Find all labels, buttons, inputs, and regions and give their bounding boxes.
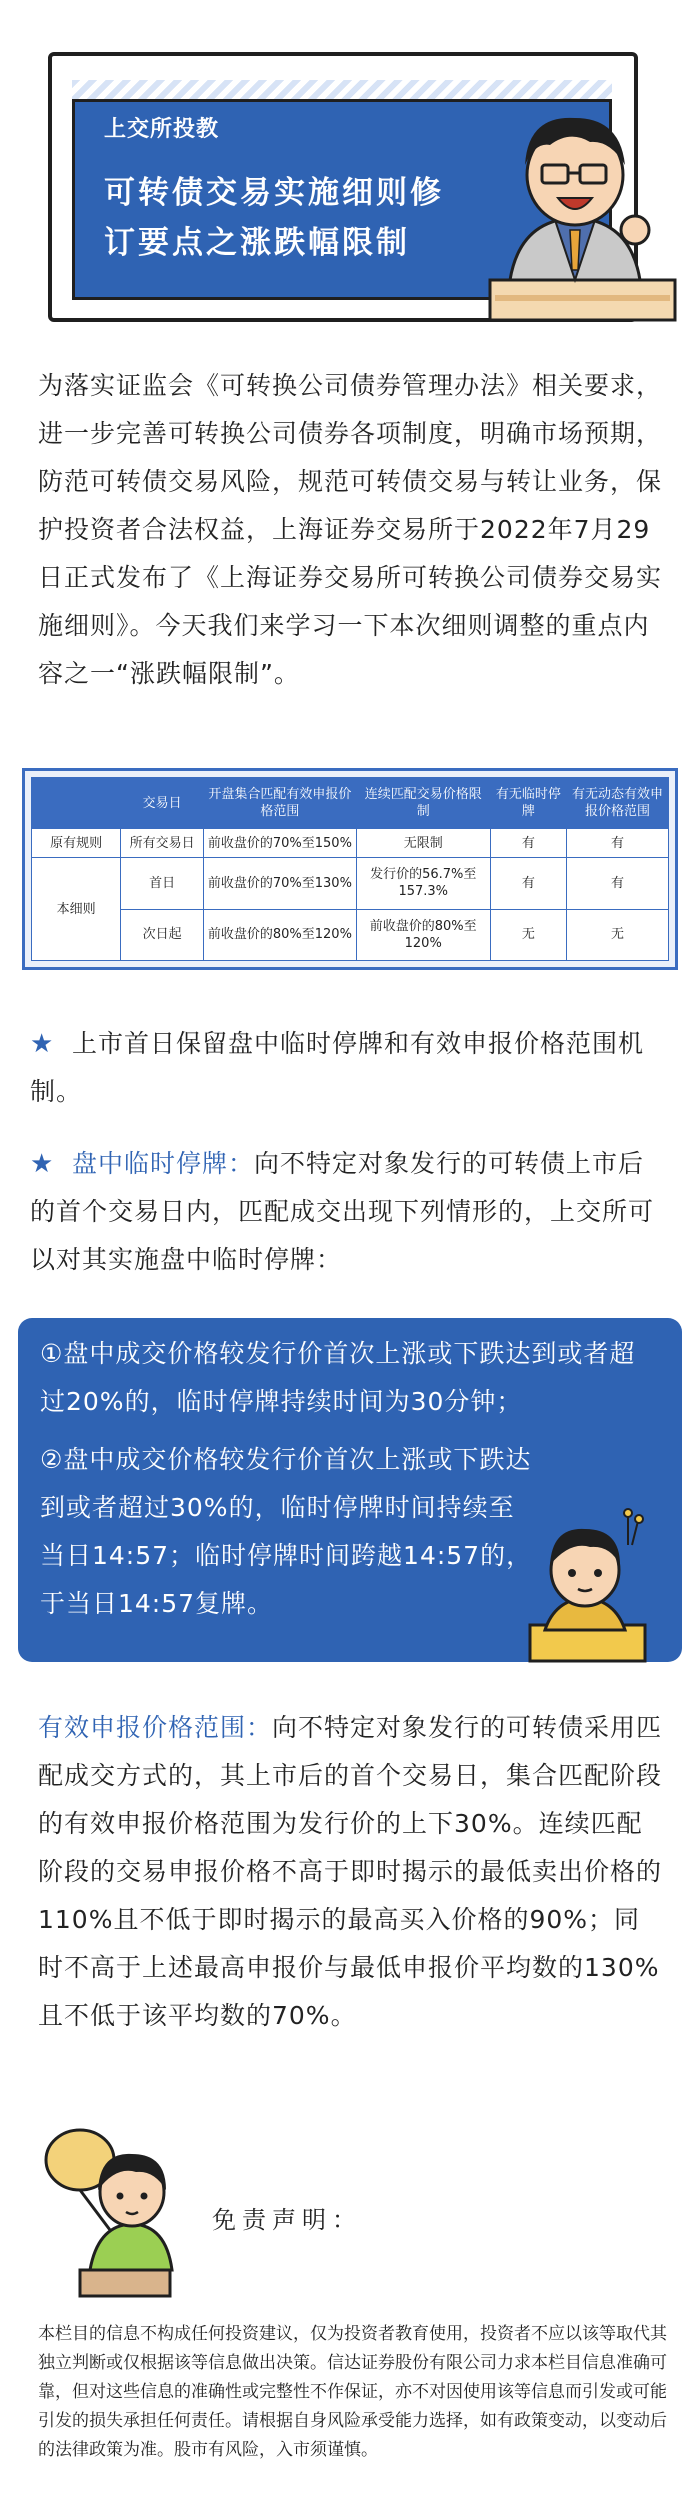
bullet-text: 上市首日保留盘中临时停牌和有效申报价格范围机制。 xyxy=(30,1029,645,1106)
table-cell: 前收盘价的70%至130% xyxy=(203,858,356,909)
table-header xyxy=(32,778,121,829)
table-cell: 有 xyxy=(567,829,669,858)
table-header: 连续匹配交易价格限制 xyxy=(356,778,490,829)
halt-rule-1: ①盘中成交价格较发行价首次上涨或下跌达到或者超过20%的，临时停牌持续时间为30分钟； xyxy=(40,1339,636,1416)
table-cell: 前收盘价的70%至150% xyxy=(203,829,356,858)
table-cell: 无限制 xyxy=(356,829,490,858)
bullet-text: 向不特定对象发行的可转债上市后的首个交易日内，匹配成交出现下列情形的，上交所可以对其实施盘中临时停牌： xyxy=(30,1149,655,1274)
table-cell: 次日起 xyxy=(121,909,204,960)
table-header: 有无动态有效申报价格范围 xyxy=(567,778,669,829)
star-bullet-icon: ★ xyxy=(30,1029,55,1059)
table-cell: 有 xyxy=(490,829,566,858)
table-cell: 本细则 xyxy=(32,858,121,961)
header-tag: 上交所投教 xyxy=(104,117,220,142)
price-range-paragraph xyxy=(38,1704,666,2040)
fan-girl-illustration xyxy=(40,2120,190,2300)
star-bullet-icon: ★ xyxy=(30,1149,55,1179)
table-cell: 无 xyxy=(490,909,566,960)
table-row xyxy=(32,829,669,858)
table-header-row xyxy=(32,778,669,829)
teacher-illustration xyxy=(470,80,680,330)
halt-rule-2: ②盘中成交价格较发行价首次上涨或下跌达到或者超过30%的，临时停牌时间持续至当日14:57；临时停牌时间跨越14:57的，于当日14:57复牌。 xyxy=(40,1445,533,1618)
table-cell: 发行价的56.7%至157.3% xyxy=(356,858,490,909)
page-title: 可转债交易实施细则修订要点之涨跌幅限制 xyxy=(104,175,444,261)
disclaimer-text: 本栏目的信息不构成任何投资建议，仅为投资者教育使用，投资者不应以该等取代其独立判断或仅根据该等信息做出决策。信达证券股份有限公司力求本栏目信息准确可靠，但对这些信息的准确性或完整性不作保证，亦不对因使用该等信息而引发或可能引发的损失承担任何责任。请根据自身风险承受能力选择，如有政策变动，以变动后的法律政策为准。股市有风险，入市须谨慎。 xyxy=(38,2324,667,2460)
comparison-table xyxy=(22,768,678,970)
disclaimer-title: 免责声明： xyxy=(212,2206,362,2234)
table-header: 有无临时停牌 xyxy=(490,778,566,829)
thinking-boy-illustration xyxy=(520,1505,650,1665)
bullet-item xyxy=(30,1140,660,1284)
table-header: 开盘集合匹配有效申报价格范围 xyxy=(203,778,356,829)
table-cell: 前收盘价的80%至120% xyxy=(203,909,356,960)
intro-paragraph: 为落实证监会《可转换公司债券管理办法》相关要求，进一步完善可转换公司债券各项制度，明确市场预期，防范可转债交易风险，规范可转债交易与转让业务，保护投资者合法权益，上海证券交易所于2022年7月29日正式发布了《上海证券交易所可转换公司债券交易实施细则》。今天我们来学习一下本次细则调整的重点内容之一“涨跌幅限制”。 xyxy=(38,371,663,688)
table-row xyxy=(32,858,669,909)
table-cell: 无 xyxy=(567,909,669,960)
price-range-label: 有效申报价格范围： xyxy=(38,1713,273,1742)
bullet-item xyxy=(30,1020,660,1116)
bullet-label: 盘中临时停牌： xyxy=(72,1149,255,1178)
table-header: 交易日 xyxy=(121,778,204,829)
price-range-text: 向不特定对象发行的可转债采用匹配成交方式的，其上市后的首个交易日，集合匹配阶段的有效申报价格范围为发行价的上下30%。连续匹配阶段的交易申报价格不高于即时揭示的最低卖出价格的110%且不低于即时揭示的最高买入价格的90%；同时不高于上述最高申报价与最低申报价平均数的130%且不低于该平均数的70%。 xyxy=(38,1713,663,2030)
table-cell: 原有规则 xyxy=(32,829,121,858)
table-cell: 首日 xyxy=(121,858,204,909)
table-cell: 所有交易日 xyxy=(121,829,204,858)
table-row xyxy=(32,909,669,960)
table-cell: 有 xyxy=(490,858,566,909)
table-cell: 前收盘价的80%至120% xyxy=(356,909,490,960)
table-cell: 有 xyxy=(567,858,669,909)
